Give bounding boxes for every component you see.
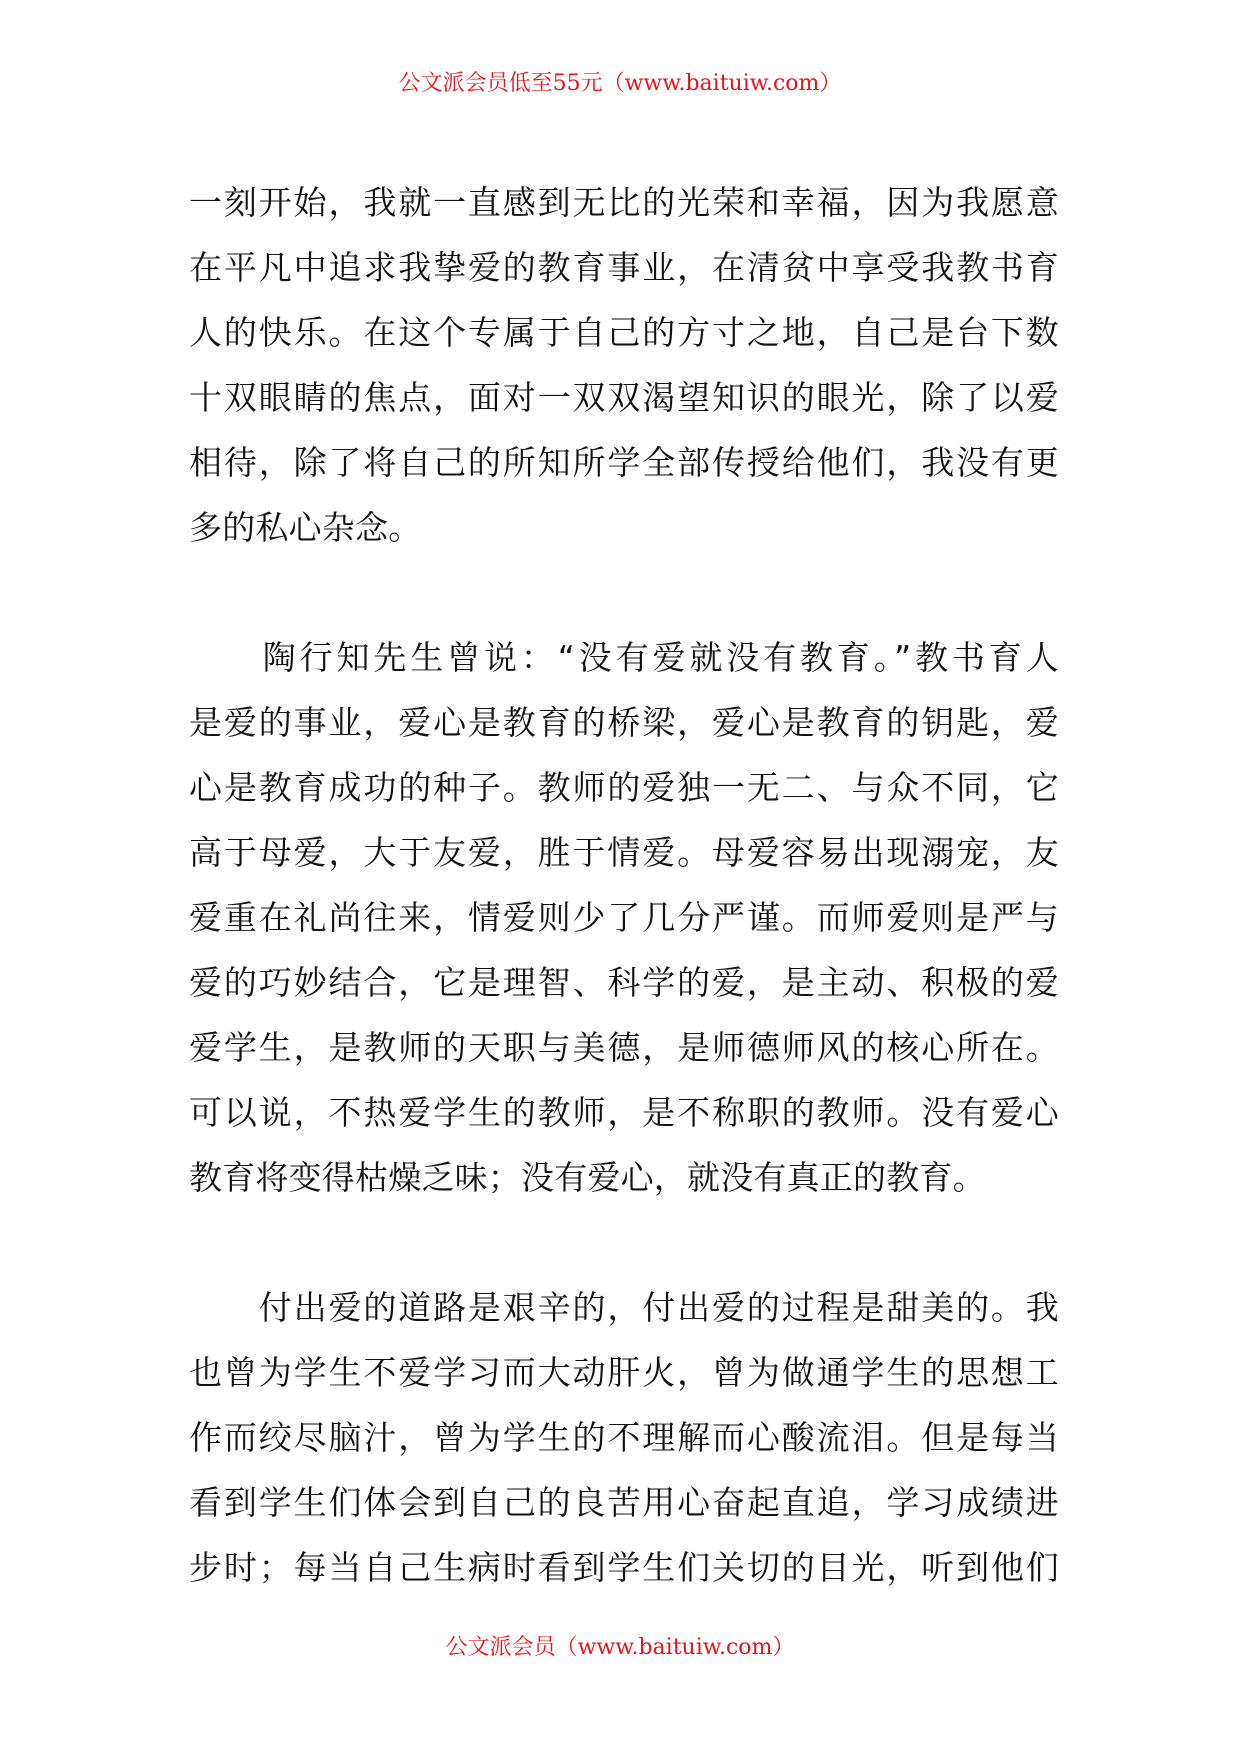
paragraph-2 (189, 625, 1059, 1210)
page-footer: 公文派会员（www.baituiw.com） (445, 1635, 795, 1660)
text-line: 十双眼睛的焦点，面对一双双渴望知识的眼光，除了以爱 (189, 378, 1059, 417)
text-line: 步时；每当自己生病时看到学生们关切的目光，听到他们 (189, 1548, 1059, 1587)
text-line: 人的快乐。在这个专属于自己的方寸之地，自己是台下数 (189, 313, 1059, 352)
text-line: 相待，除了将自己的所知所学全部传授给他们，我没有更 (189, 443, 1059, 482)
page-header: 公文派会员低至55元（www.baituiw.com） (398, 71, 842, 96)
text-line: 高于母爱，大于友爱，胜于情爱。母爱容易出现溺宠，友 (189, 833, 1059, 872)
text-line: 爱的巧妙结合，它是理智、科学的爱，是主动、积极的爱 (189, 963, 1059, 1002)
text-line: 多的私心杂念。 (189, 508, 422, 547)
text-line: 作而绞尽脑汁，曾为学生的不理解而心酸流泪。但是每当 (189, 1418, 1059, 1457)
text-line: 是爱的事业，爱心是教育的桥梁，爱心是教育的钥匙，爱 (189, 703, 1059, 742)
text-line: 一刻开始，我就一直感到无比的光荣和幸福，因为我愿意 (189, 183, 1059, 222)
text-line: 也曾为学生不爱学习而大动肝火，曾为做通学生的思想工 (189, 1353, 1059, 1392)
text-line: 爱重在礼尚往来，情爱则少了几分严谨。而师爱则是严与 (189, 898, 1059, 937)
text-line: 看到学生们体会到自己的良苦用心奋起直追，学习成绩进 (189, 1483, 1059, 1522)
document-body (189, 170, 1059, 1600)
paragraph-3 (189, 1275, 1059, 1600)
text-line: 可以说，不热爱学生的教师，是不称职的教师。没有爱心 (189, 1093, 1059, 1132)
text-line: 付出爱的道路是艰辛的，付出爱的过程是甜美的。我 (189, 1288, 1059, 1327)
text-line: 陶行知先生曾说：“没有爱就没有教育。”教书育人 (189, 638, 1059, 677)
paragraph-gap (189, 560, 1059, 625)
paragraph-1 (189, 170, 1059, 560)
text-line: 在平凡中追求我挚爱的教育事业，在清贫中享受我教书育 (189, 248, 1059, 287)
text-line: 心是教育成功的种子。教师的爱独一无二、与众不同，它 (189, 768, 1059, 807)
text-line: 爱学生，是教师的天职与美德，是师德师风的核心所在。 (189, 1028, 1059, 1067)
paragraph-gap (189, 1210, 1059, 1275)
text-line: 教育将变得枯燥乏味；没有爱心，就没有真正的教育。 (189, 1158, 986, 1197)
